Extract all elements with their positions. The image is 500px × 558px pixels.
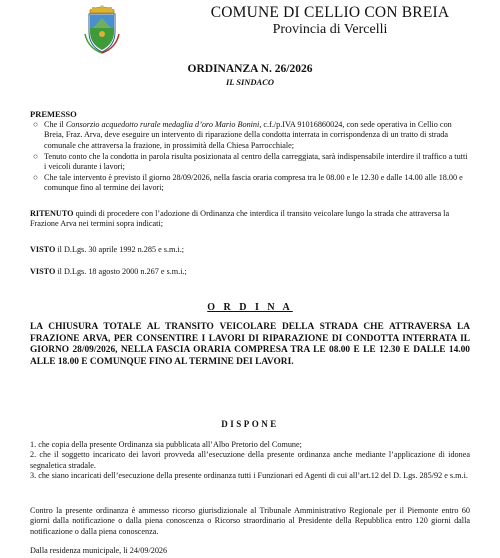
municipality-name: COMUNE DI CELLIO CON BREIA (210, 4, 450, 21)
visto-keyword: VISTO (30, 267, 56, 276)
premesso-item-text: Tenuto conto che la condotta in parola risulta posizionata al centro della carreggiata, sarà indispensabile interdire il traffico a tutti i veicoli durante i lavori; (44, 151, 468, 172)
consortium-name: Consorzio acquedotto rurale medaglia d’oro Mario Bonini (65, 120, 260, 129)
premesso-heading: PREMESSO (30, 109, 77, 119)
premesso-item (30, 173, 470, 194)
visto-paragraph (30, 267, 187, 277)
dispone-item: 3. che siano incaricati dell’esecuzione della presente ordinanza tutti i Funzionari ed Agenti di cui all’art.12 del D. Lgs. 285/92 e s.m.i. (30, 471, 468, 481)
ordina-heading: O R D I N A (207, 302, 293, 313)
visto-text: il D.Lgs. 30 aprile 1992 n.285 e s.m.i.; (55, 245, 185, 254)
premesso-item-rest: , c.f./p.IVA 91016860024, con sede operativa in Cellio con Breia, Fraz. Arva, deve eseguire un intervento di riparazione della condotta interrata in corrispondenza di un tratto di strada comunale che attraversa la frazione, in prossimità della Chiesa Parrocchiale; (44, 120, 452, 150)
premesso-item (30, 120, 470, 151)
dispone-item: 2. che il soggetto incaricato dei lavori provveda all’esecuzione della presente ordinanza anche mediante l’applicazione di idonea segnaletica stradale. (30, 450, 470, 470)
dispone-heading: DISPONE (221, 419, 279, 429)
visto-paragraph (30, 245, 184, 255)
dispone-item: 1. che copia della presente Ordinanza sia pubblicata all’Albo Pretorio del Comune; (30, 440, 302, 449)
premesso-item (30, 152, 470, 173)
dispone-list (30, 440, 470, 482)
place-date-line: Dalla residenza municipale, li 24/09/2026 (30, 546, 168, 555)
coat-of-arms-icon (82, 4, 122, 54)
ordinance-title: ORDINANZA N. 26/2026 (187, 63, 313, 75)
visto-keyword: VISTO (30, 245, 56, 254)
province-name: Provincia di Vercelli (272, 22, 388, 37)
ritenuto-keyword: RITENUTO (30, 209, 74, 218)
premesso-list (30, 120, 470, 194)
visto-text: il D.Lgs. 18 agosto 2000 n.267 e s.m.i.; (55, 267, 187, 276)
bullet-icon: ○ (33, 120, 38, 129)
bullet-icon: ○ (33, 172, 38, 182)
premesso-item-text: Che tale intervento è previsto il giorno 28/09/2026, nella fascia oraria compresa tra le 08.00 e le 12.30 e dalle 14.00 alle 18.00 e comunque fino al termine dei lavori; (44, 172, 463, 193)
ritenuto-text: quindi di procedere con l’adozione di Ordinanza che interdica il transito veicolare lungo la strada che attraversa la Frazione Arva nei termini sopra indicati; (30, 209, 450, 229)
appeal-paragraph: Contro la presente ordinanza è ammesso ricorso giurisdizionale al Tribunale Amministrativo Regionale per il Piemonte entro 60 giorni dalla notificazione o dalla piena conoscenza o Ricorso straordinario al Presidente della Repubblica entro 120 giorni dalla notificazione o dalla piena conoscenza. (30, 506, 470, 536)
ordina-text: LA CHIUSURA TOTALE AL TRANSITO VEICOLARE DELLA STRADA CHE ATTRAVERSA LA FRAZIONE ARVA, PER CONSENTIRE I LAVORI DI RIPARAZIONE DI CONDOTTA INTERRATA IL GIORNO 28/09/2026, NELLA FASCIA ORARIA COMPRESA TRA LE 08.00 E LE 12.30 E DALLE 14.00 ALLE 18.00 E COMUNQUE FINO AL TERMINE DEI LAVORI. (30, 322, 470, 367)
premesso-item-prefix: Che il (44, 120, 66, 129)
ritenuto-paragraph (30, 209, 472, 230)
bullet-icon: ○ (33, 151, 38, 161)
ordinance-subtitle: IL SINDACO (225, 77, 275, 87)
